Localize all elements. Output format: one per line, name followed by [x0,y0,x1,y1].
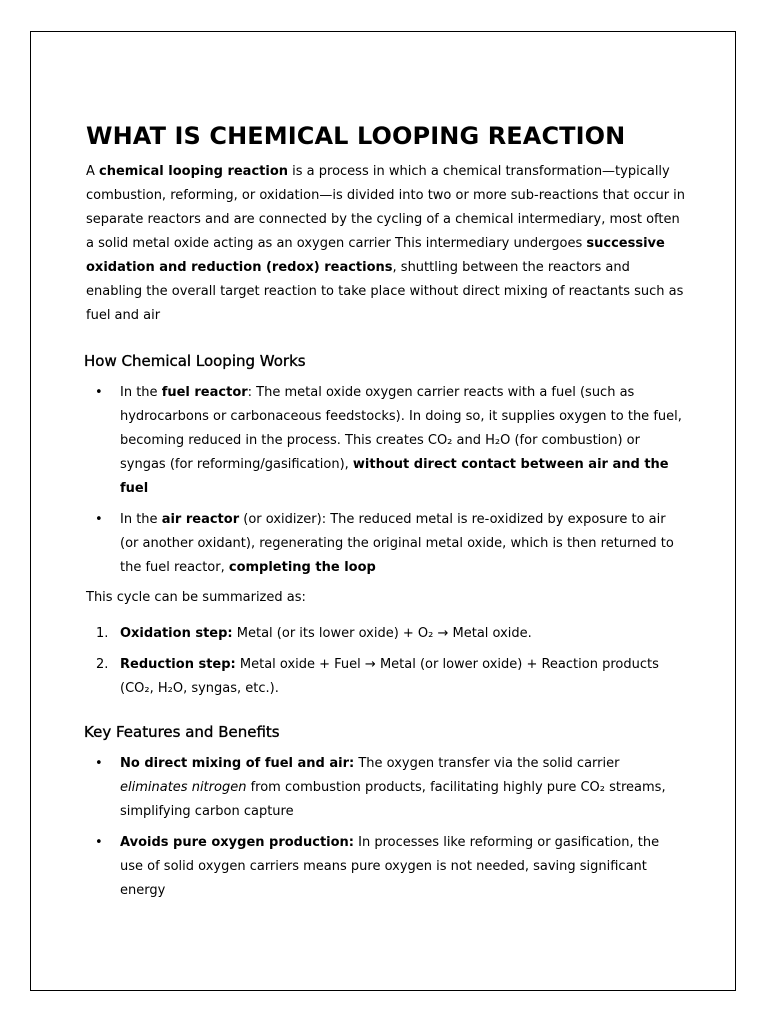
item-text-1: In the [120,512,162,527]
how-it-works-heading: How Chemical Looping Works [84,352,306,370]
item-text-2: : The metal oxide oxygen carrier reacts with a fuel (such as hydrocarbons or carbonaceous feedstocks). In doing so, it supplies oxygen to the fuel, becoming reduced in the process. This creates CO₂ and H₂O (for combustion) or syngas (for reforming/gasification), [120,385,682,472]
step-text: Metal oxide + Fuel → Metal (or lower oxide) + Reaction products (CO₂, H₂O, syngas, etc.). [120,657,659,696]
document-title: WHAT IS CHEMICAL LOOPING REACTION [86,122,626,150]
item-bold-2: without direct contact between air and the fuel [120,457,669,496]
step-text: Metal (or its lower oxide) + O₂ → Metal oxide. [232,626,532,641]
list-item [86,381,686,501]
feature-text-2: from combustion products, facilitating highly pure CO₂ streams, simplifying carbon capture [120,780,666,819]
bullet-icon: • [95,756,103,771]
item-text-2: (or oxidizer): The reduced metal is re-oxidized by exposure to air (or another oxidant), regenerating the original metal oxide, which is then returned to the fuel reactor, [120,512,674,575]
step-number: 2. [96,657,109,672]
bullet-icon: • [95,385,103,400]
step-number: 1. [96,626,109,641]
bullet-icon: • [95,835,103,850]
feature-text-1: The oxygen transfer via the solid carrier [354,756,620,771]
how-it-works-list [86,381,686,580]
item-bold-1: fuel reactor [161,385,248,400]
item-text-1: In the [120,385,162,400]
intro-text-1: A [86,164,100,179]
intro-text-3: , shuttling between the reactors and enabling the overall target reaction to take place without direct mixing of reactants such as fuel and air [86,260,684,323]
feature-label: Avoids pure oxygen production: [120,835,355,850]
list-item [86,653,686,701]
bullet-icon: • [95,512,103,527]
list-item [86,752,686,824]
feature-emphasis: eliminates nitrogen [120,780,247,795]
intro-bold-2: successive oxidation and reduction (redox) reactions [86,236,665,275]
feature-text-1: In processes like reforming or gasification, the use of solid oxygen carriers means pure oxygen is not needed, saving significant energy [120,835,660,898]
cycle-steps-list [86,622,686,701]
item-bold-1: air reactor [161,512,240,527]
intro-paragraph [86,160,686,328]
list-item [86,831,686,903]
step-label: Oxidation step: [120,626,233,641]
list-item [86,508,686,580]
intro-bold-1: chemical looping reaction [99,164,289,179]
features-heading: Key Features and Benefits [84,723,280,741]
document-body [86,120,686,910]
item-bold-2: completing the loop [228,560,376,575]
features-list [86,752,686,903]
feature-label: No direct mixing of fuel and air: [120,756,355,771]
list-item [86,622,686,646]
intro-text-2: is a process in which a chemical transformation—typically combustion, reforming, or oxidation—is divided into two or more sub-reactions that occur in separate reactors and are connected by the cycling of a chemical intermediary, most often a solid metal oxide acting as an oxygen carrier This intermediary undergoes [86,164,686,251]
step-label: Reduction step: [120,657,236,672]
summary-intro: This cycle can be summarized as: [86,590,306,605]
